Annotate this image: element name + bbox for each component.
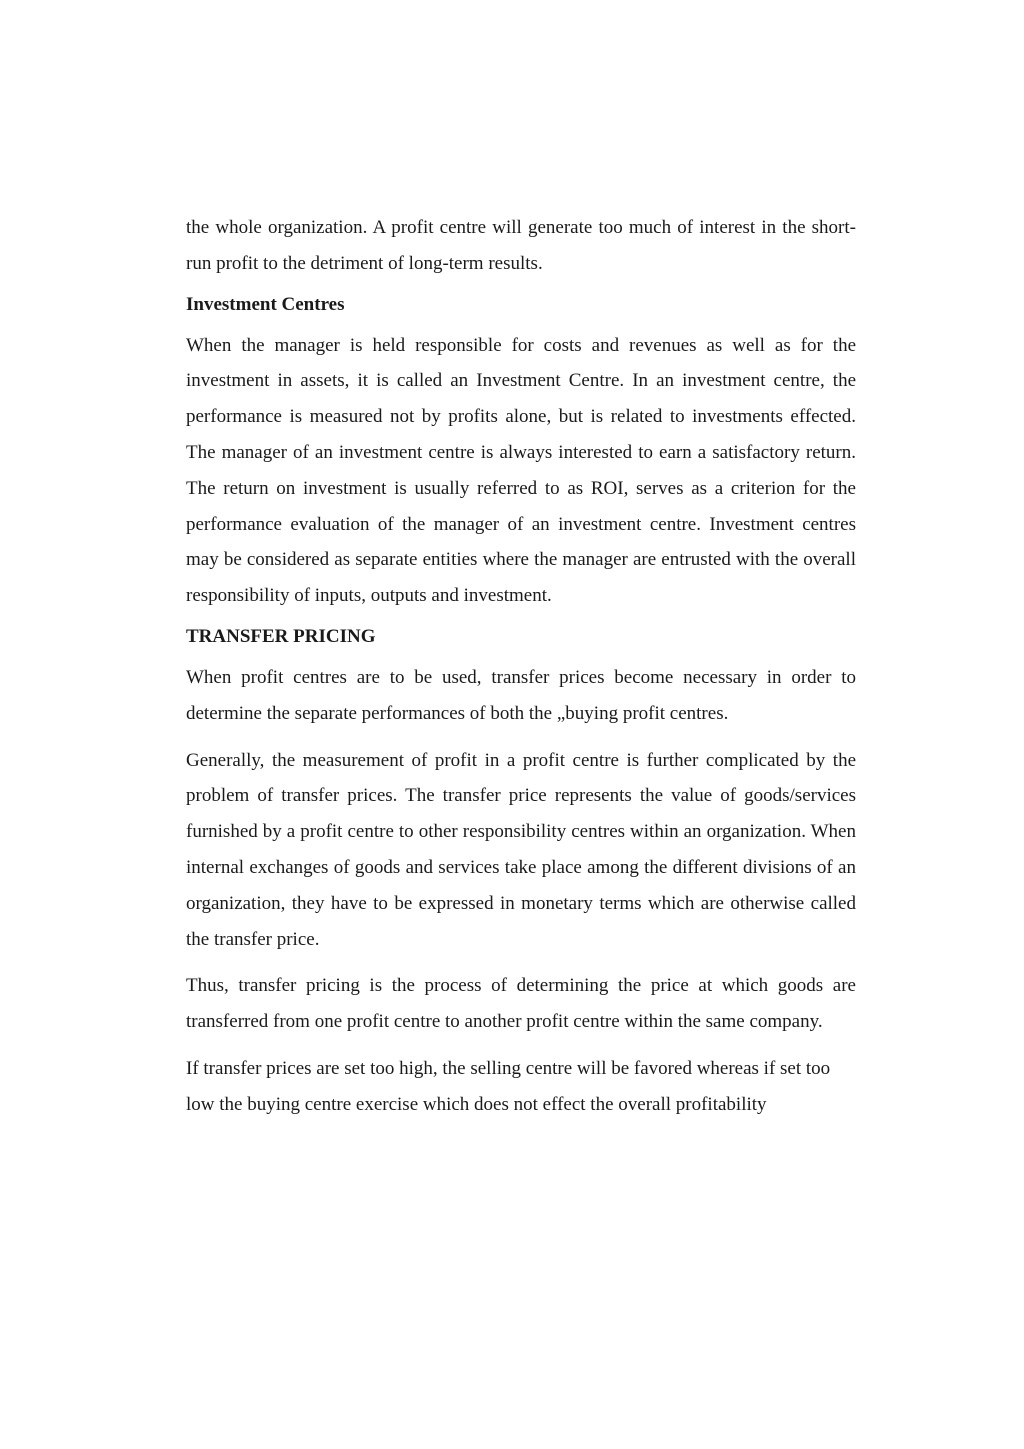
transfer-paragraph-1: When profit centres are to be used, transfer prices become necessary in order to determine the separate performances of both the „buying profit centres. bbox=[186, 666, 856, 724]
document-page bbox=[186, 210, 856, 1123]
transfer-pricing-heading: TRANSFER PRICING bbox=[186, 625, 376, 647]
investment-centres-heading: Investment Centres bbox=[186, 293, 345, 315]
intro-paragraph: the whole organization. A profit centre will generate too much of interest in the short-run profit to the detriment of long-term results. bbox=[186, 217, 856, 274]
investment-paragraph: When the manager is held responsible for costs and revenues as well as for the investment in assets, it is called an Investment Centre. In an investment centre, the performance is measured not by profits alone, but is related to investments effected. The manager of an investment centre is always interested to earn a satisfactory return. The return on investment is usually referred to as ROI, serves as a criterion for the performance evaluation of the manager of an investment centre. Investment centres may be considered as separate entities where the manager are entrusted with the overall responsibility of inputs, outputs and investment. bbox=[186, 334, 856, 607]
transfer-paragraph-2: Generally, the measurement of profit in a profit centre is further complicated by the problem of transfer prices. The transfer price represents the value of goods/services furnished by a profit centre to other responsibility centres within an organization. When internal exchanges of goods and services take place among the different divisions of an organization, they have to be expressed in monetary terms which are otherwise called the transfer price. bbox=[186, 749, 856, 950]
transfer-paragraph-3: Thus, transfer pricing is the process of determining the price at which goods are transferred from one profit centre to another profit centre within the same company. bbox=[186, 975, 856, 1033]
transfer-paragraph-4: If transfer prices are set too high, the selling centre will be favored whereas if set too low the buying centre exercise which does not effect the overall profitability bbox=[186, 1057, 831, 1115]
